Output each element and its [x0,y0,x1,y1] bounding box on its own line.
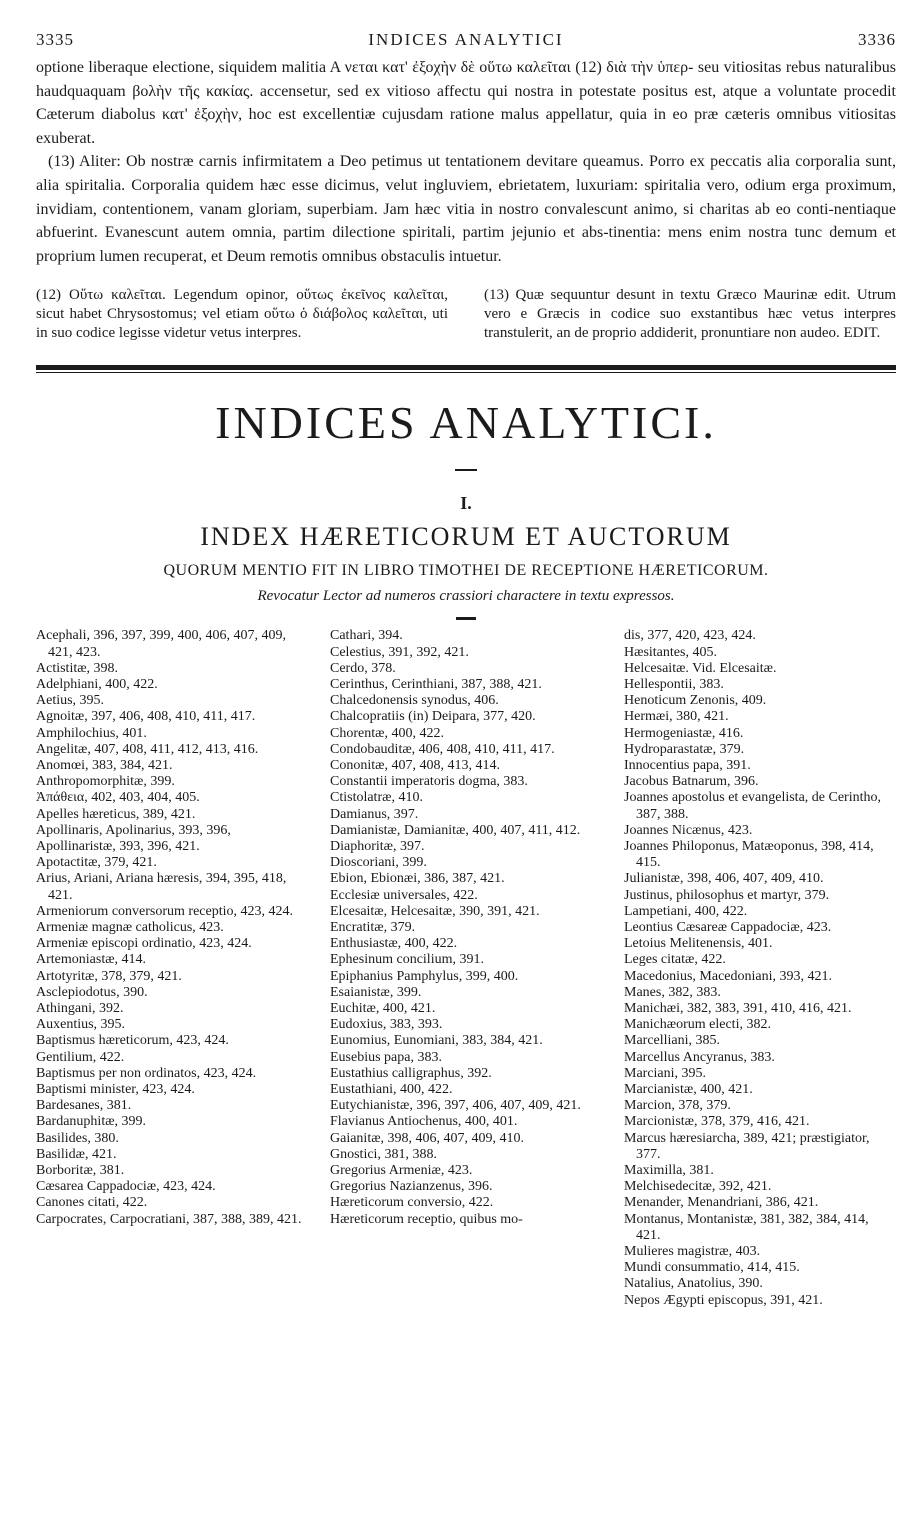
index-entry: Anomœi, 383, 384, 421. [36,757,173,773]
index-entry: Epiphanius Pamphylus, 399, 400. [330,968,519,984]
index-entry: Natalius, Anatolius, 390. [624,1276,763,1292]
index-entry: Marciani, 395. [624,1065,707,1081]
index-entry: Ecclesiæ universales, 422. [330,887,478,903]
section-title: INDICES ANALYTICI. [215,397,717,449]
index-entry: Bardanuphitæ, 399. [36,1114,147,1130]
index-entry: Marcellus Ancyranus, 383. [624,1049,775,1065]
index-entry: Cathari, 394. [330,628,403,644]
index-entry: Chalcedonensis synodus, 406. [330,693,499,709]
index-entry: Marcionistæ, 378, 379, 416, 421. [624,1114,810,1130]
index-entry: Apollinaristæ, 393, 396, 421. [36,838,200,854]
index-entry: Flavianus Antiochenus, 400, 401. [330,1114,518,1130]
index-entry: Constantii imperatoris dogma, 383. [330,774,528,790]
index-entry: Manichæorum electi, 382. [624,1017,771,1033]
index-columns [36,628,896,1309]
index-entry: Cerdo, 378. [330,660,396,676]
index-entry: Eunomius, Eunomiani, 383, 384, 421. [330,1033,543,1049]
index-entry: Elcesaitæ, Helcesaitæ, 390, 391, 421. [330,903,540,919]
index-entry: Armeniorum conversorum receptio, 423, 424. [36,903,293,919]
index-entry: Arius, Ariani, Ariana hæresis, 394, 395, 418, 421. [36,871,287,903]
index-entry: Henoticum Zenonis, 409. [624,693,767,709]
index-entry: Nepos Ægypti episcopus, 391, 421. [624,1292,823,1308]
index-entry: Mulieres magistræ, 403. [624,1244,761,1260]
index-entry: Ebion, Ebionæi, 386, 387, 421. [330,871,505,887]
index-entry: Menander, Menandriani, 386, 421. [624,1195,819,1211]
index-entry: Leontius Cæsareæ Cappadociæ, 423. [624,920,832,935]
index-entry: Eudoxius, 383, 393. [330,1017,443,1033]
index-subtitle: QUORUM MENTIO FIT IN LIBRO TIMOTHEI DE RECEPTIONE HÆRETICORUM. [163,562,769,580]
page [36,30,896,1309]
index-entry: Hæsitantes, 405. [624,644,717,660]
index-entry: Hæreticorum conversio, 422. [330,1195,494,1211]
index-entry: Celestius, 391, 392, 421. [330,644,469,660]
index-entry: Damianistæ, Damianitæ, 400, 407, 411, 412. [330,822,581,838]
index-entry: Asclepiodotus, 390. [36,984,148,1000]
index-entry: Basilides, 380. [36,1130,119,1146]
index-entry: Letoius Melitenensis, 401. [624,936,773,952]
index-entry: Gentilium, 422. [36,1049,125,1065]
index-entry: Eutychianistæ, 396, 397, 406, 407, 409, 421. [330,1098,581,1114]
index-entry: Lampetiani, 400, 422. [624,903,748,919]
index-entry: Athingani, 392. [36,1001,124,1017]
index-entry: Auxentius, 395. [36,1017,126,1033]
index-entry: Borboritæ, 381. [36,1163,125,1179]
index-entry: Ephesinum concilium, 391. [330,952,484,968]
footnotes [36,286,896,343]
index-entry: Melchisedecitæ, 392, 421. [624,1179,772,1195]
index-entry: Gregorius Armeniæ, 423. [330,1163,473,1179]
index-entry: Ἀπάθεια, 402, 403, 404, 405. [36,790,200,806]
index-entry: Hæreticorum receptio, quibus mo- [330,1211,523,1227]
index-entry: Amphilochius, 401. [36,725,147,741]
index-entry: Hermogeniastæ, 416. [624,725,744,741]
index-entry: Esaianistæ, 399. [330,984,422,1000]
index-entry: Eustathius calligraphus, 392. [330,1065,492,1081]
index-entry: Manes, 382, 383. [624,984,721,1000]
index-entry: Baptismi minister, 423, 424. [36,1082,195,1098]
index-entry: Enthusiastæ, 400, 422. [330,936,458,952]
index-entry: Hermæi, 380, 421. [624,709,729,725]
index-entry: Damianus, 397. [330,806,419,822]
index-entry: Canones citati, 422. [36,1195,148,1211]
index-entry: Adelphiani, 400, 422. [36,676,158,692]
index-entry: Hydroparastatæ, 379. [624,741,745,757]
index-note: Revocatur Lector ad numeros crassiori charactere in textu expressos. [257,588,675,605]
index-entry: Joannes Philoponus, Matæoponus, 398, 414, 415. [624,838,874,871]
index-entry: Marcelliani, 385. [624,1033,721,1049]
title-dash [455,469,477,471]
index-entry: Chalcopratiis (in) Deipara, 377, 420. [330,709,536,725]
paragraph-2: (13) Aliter: Ob nostræ carnis infirmitatem a Deo petimus ut tentationem devitare queamus. Porro ex peccatis alia corporalia sunt, alia spiritalia. Corporalia quidem hæc esse dicimus, velut ingluviem, ebrietatem, luxuriam: spiritalia vero, odium erga proximum, invidiam, contentionem, vanam gloriam, superbiam. Jam hæc vitia in nostro convalescunt animo, si charitas ab eo conti-nentiaque abfuerint. Evanescunt autem omnia, partim dilectione spiritali, partim jejunio et abs-tinentia: mens enim nostra tunc demum et proprium lumen recuperat, et Deum remotis omnibus obstaculis intuetur. [36,153,896,265]
index-entry: Jacobus Batnarum, 396. [624,774,759,790]
footnote-12: (12) Οὕτω καλεῖται. Legendum opinor, οὕτως ἐκεῖνος καλεῖται, sicut habet Chrysostomus; vel etiam οὕτω ὁ διάβολος καλεῖται, uti in suo codice legisse videtur vetus interpres. [36,287,448,342]
index-entry: Apelles hæreticus, 389, 421. [36,806,196,822]
index-entry: Armeniæ magnæ catholicus, 423. [36,920,224,935]
index-entry: Baptismus per non ordinatos, 423, 424. [36,1065,257,1081]
page-number-left: 3335 [36,30,74,49]
page-number-right: 3336 [857,30,896,49]
running-head [36,30,896,54]
index-entry: Justinus, philosophus et martyr, 379. [624,887,830,903]
index-entry: Actistitæ, 398. [36,660,119,676]
index-entry: Bardesanes, 381. [36,1098,132,1114]
index-title: INDEX HÆRETICORUM ET AUCTORUM [200,522,732,552]
index-entry: Acephali, 396, 397, 399, 400, 406, 407, 409, 421, 423. [36,628,287,660]
index-entry: Eustathiani, 400, 422. [330,1082,453,1098]
index-entry: Cæsarea Cappadociæ, 423, 424. [36,1179,216,1195]
index-entry: Basilidæ, 421. [36,1146,117,1162]
index-entry: Joannes Nicænus, 423. [624,822,753,838]
index-entry: Leges citatæ, 422. [624,952,726,968]
index-entry: Marcianistæ, 400, 421. [624,1082,753,1098]
index-entry: Hellespontii, 383. [624,676,724,692]
index-entry: Anthropomorphitæ, 399. [36,774,175,790]
index-dash [456,617,476,620]
index-entry: Cerinthus, Cerinthiani, 387, 388, 421. [330,676,542,692]
index-entry: Montanus, Montanistæ, 381, 382, 384, 414, 421. [624,1211,869,1243]
index-entry: Dioscoriani, 399. [330,855,427,871]
index-entry: Helcesaitæ. Vid. Elcesaitæ. [624,660,777,676]
index-entry: Aetius, 395. [36,693,105,709]
index-entry: Armeniæ episcopi ordinatio, 423, 424. [36,936,252,952]
index-entry: Euchitæ, 400, 421. [330,1001,436,1017]
index-entry: dis, 377, 420, 423, 424. [624,628,756,644]
index-entry: Agnoitæ, 397, 406, 408, 410, 411, 417. [36,709,256,725]
index-entry: Angelitæ, 407, 408, 411, 412, 413, 416. [36,741,259,757]
index-entry: Ctistolatræ, 410. [330,790,423,806]
index-entry: Chorentæ, 400, 422. [330,725,444,741]
index-entry: Encratitæ, 379. [330,920,416,935]
index-entry: Diaphoritæ, 397. [330,838,425,854]
index-column-2 [330,628,602,1309]
index-entry: Macedonius, Macedoniani, 393, 421. [624,968,833,984]
index-entry: Marcus hæresiarcha, 389, 421; præstigiator, 377. [624,1130,870,1162]
index-entry: Condobauditæ, 406, 408, 410, 411, 417. [330,741,555,757]
index-entry: Julianistæ, 398, 406, 407, 409, 410. [624,871,824,887]
index-entry: Artemoniastæ, 414. [36,952,147,968]
section-divider [36,365,896,373]
index-entry: Cononitæ, 407, 408, 413, 414. [330,757,500,773]
index-entry: Baptismus hæreticorum, 423, 424. [36,1033,229,1049]
index-entry: Manichæi, 382, 383, 391, 410, 416, 421. [624,1001,852,1017]
index-entry: Joannes apostolus et evangelista, de Cerintho, 387, 388. [624,790,881,822]
index-entry: Maximilla, 381. [624,1163,714,1179]
body-text [36,56,896,268]
index-entry: Mundi consummatio, 414, 415. [624,1260,800,1276]
index-entry: Carpocrates, Carpocratiani, 387, 388, 389, 421. [36,1211,302,1227]
index-entry: Marcion, 378, 379. [624,1098,731,1114]
index-entry: Eusebius papa, 383. [330,1049,442,1065]
index-entry: Gregorius Nazianzenus, 396. [330,1179,493,1195]
paragraph-1: optione liberaque electione, siquidem malitia A νεται κατ' ἐξοχὴν δὲ οὕτω καλεῖται (12) διὰ τὴν ὑπερ- seu vitiositas rebus naturalibus haudquaquam βολὴν τῆς κακίας. accensetur, sed ex vitioso affectu qui nostra in potestate positus est, atque a voluntate procedit Cæterum diabolus κατ' ἐξοχὴν, hoc est excellentiæ cujusdam ratione malus appellatur, quia in eo præ cæteris omnibus vitiositas exuberat. [36,59,896,147]
index-column-3 [624,628,896,1309]
index-entry: Apotactitæ, 379, 421. [36,855,157,871]
index-entry: Innocentius papa, 391. [624,757,751,773]
index-entry: Apollinaris, Apolinarius, 393, 396, [36,822,231,838]
footnote-13: (13) Quæ sequuntur desunt in textu Græco Maurinæ edit. Utrum vero e Græcis in codice suo exstantibus hæc vetus interpres transtulerit, an de proprio addiderit, pronuntiare non audeo. EDIT. [484,287,896,342]
index-entry: Gaianitæ, 398, 406, 407, 409, 410. [330,1130,525,1146]
index-numeral: I. [460,493,472,514]
index-entry: Gnostici, 381, 388. [330,1146,437,1162]
index-column-1 [36,628,308,1309]
index-entry: Artotyritæ, 378, 379, 421. [36,968,182,984]
running-title: INDICES ANALYTICI [368,30,564,49]
